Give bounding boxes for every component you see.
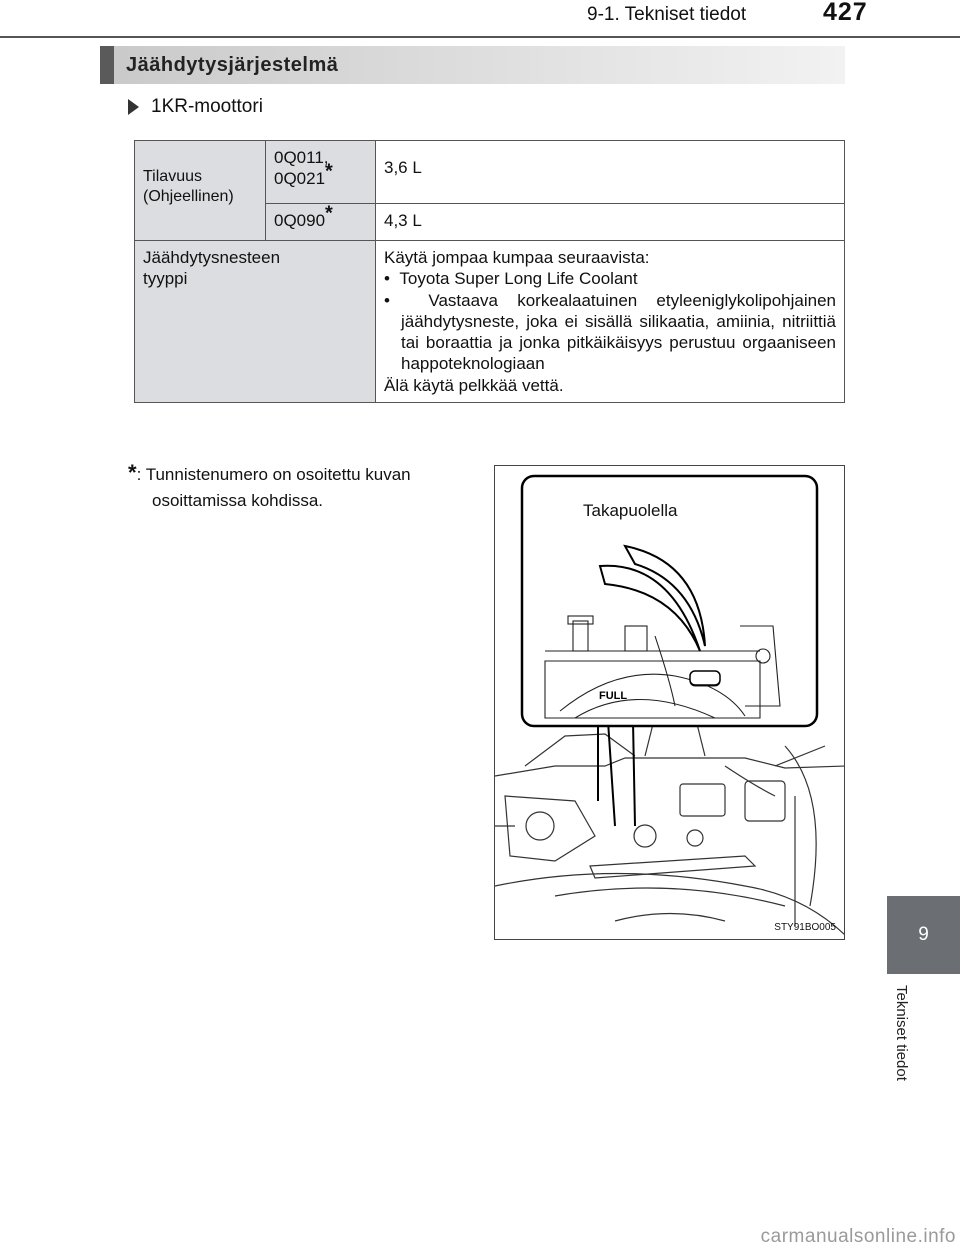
header-rule [0,36,960,38]
code-1: 0Q011, [274,148,329,167]
coolant-type-label-2: tyyppi [143,269,188,289]
chapter-tab-label-text: Tekniset tiedot [893,985,910,1081]
callout-label: Takapuolella [583,501,678,520]
star-icon: * [325,202,333,225]
engine-subheading-text: 1KR-moottori [151,96,263,117]
capacity-label: Tilavuus [143,168,202,185]
capacity-value-cell [376,141,845,204]
code-2: 0Q021 [274,169,326,189]
full-mark: FULL [599,690,628,702]
coolant-type-cell [376,241,845,403]
section-title: Jäähdytysjärjestelmä [126,53,339,76]
chapter-tab-number: 9 [918,924,929,945]
chapter-tab [887,896,960,974]
table-row [135,141,845,204]
bullet-icon: • [384,290,390,310]
triangle-right-icon [128,99,139,115]
coolant-type-label: Jäähdytysnesteen [143,248,281,267]
capacity-label-2: (Ohjeellinen) [143,188,234,205]
section-bar [100,46,114,84]
coolant-intro: Käytä jompaa kumpaa seuraavista: [384,248,650,267]
table-row [135,241,845,403]
list-item: • Toyota Super Long Life Coolant [384,269,638,289]
capacity-value: 3,6 L [384,158,422,177]
code-cell [266,204,376,241]
capacity-value: 4,3 L [384,211,422,230]
section-heading [100,46,845,84]
chapter-title: 9-1. Tekniset tiedot [587,4,747,25]
code-cell [266,141,376,204]
watermark: carmanualsonline.info [760,1226,956,1247]
coolant-spec-table [134,140,845,403]
figure-code: STY91BO005 [774,922,836,933]
coolant-note: Älä käytä pelkkää vettä. [384,375,564,395]
footnote-line-1: : Tunnistenumero on osoitettu kuvan [136,465,411,484]
chapter-tab-label [893,985,921,1125]
bullet-icon: • [384,269,390,289]
capacity-label-cell [135,141,266,241]
footnote-star-icon: * [128,460,137,485]
engine-bay-illustration [494,465,845,940]
footnote-line-2: osoittamissa kohdissa. [152,490,324,510]
capacity-value-cell [376,204,845,241]
page-number: 427 [823,0,868,26]
star-icon: * [325,160,333,183]
engine-subheading [128,96,263,118]
list-item: • Vastaava korkealaatuinen etyleeniglykolipohjainen jäähdytysneste, joka ei sisällä silikaatia, amiinia, nitriittiä tai boraattia ja jonka pitkäikäisyys perustuu orgaaniseen happoteknologiaan [384,290,837,374]
engine-bay-drawing [495,466,845,940]
footnote [128,458,488,513]
coolant-type-label-cell [135,241,376,403]
code-3: 0Q090 [274,211,326,230]
